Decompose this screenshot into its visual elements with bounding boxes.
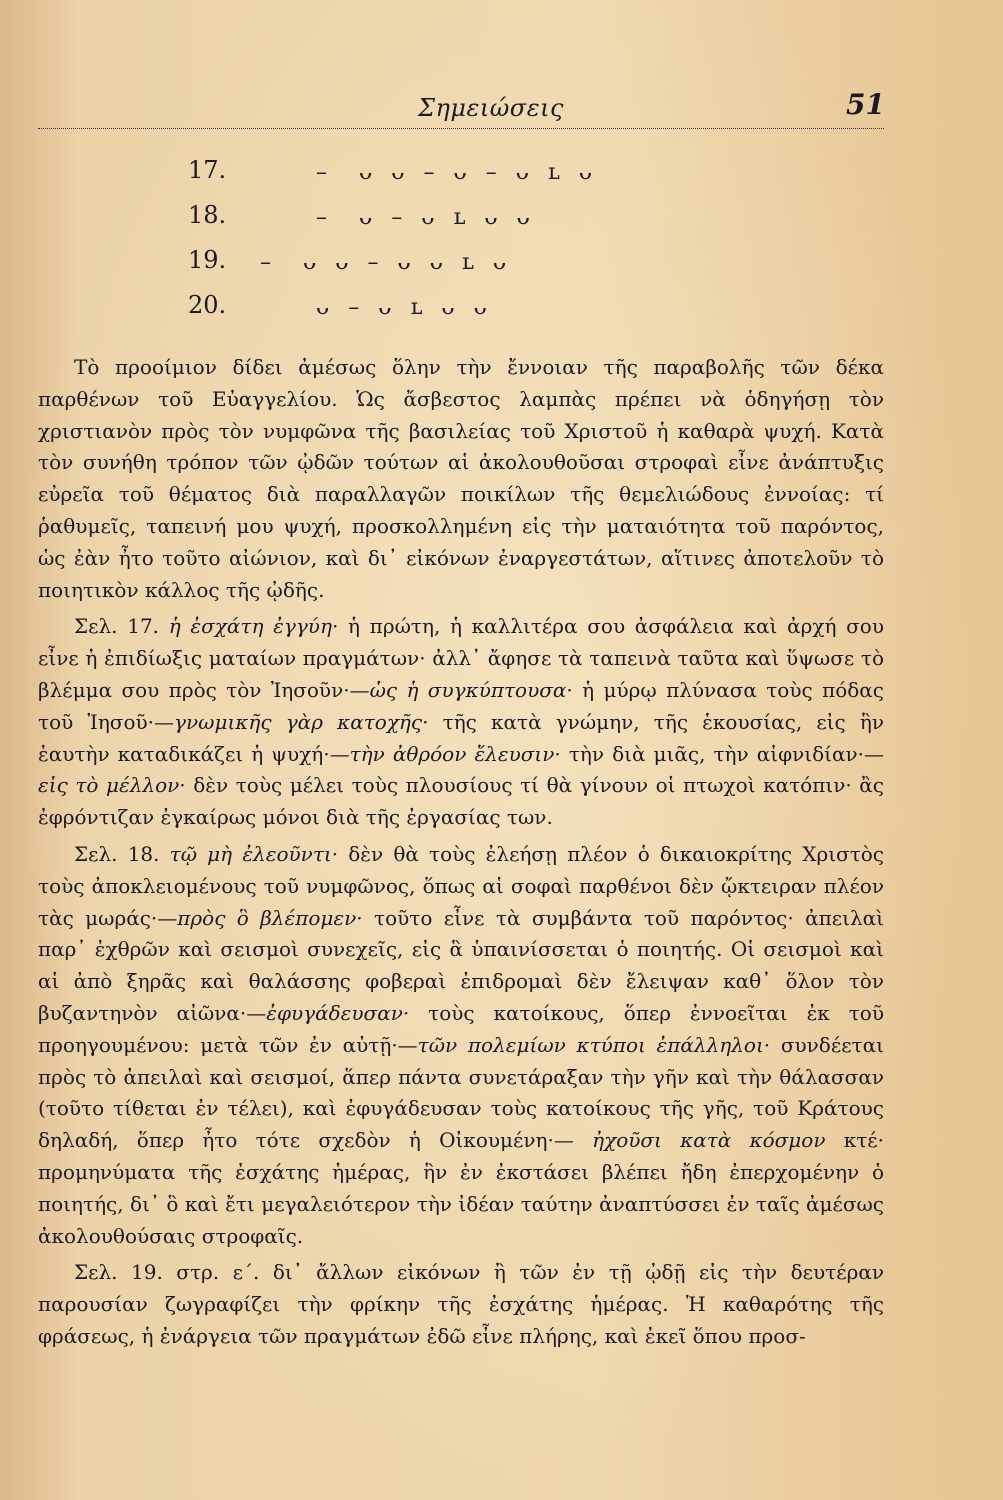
note-text: συνδέεται πρὸς τὸ ἀπειλαὶ καὶ σεισμοί, ἅπερ πάντα συνετάραξαν τὴν γῆν καὶ τὴν θάλασσαν (τοῦτο τίθεται ἐν τέλει), καὶ ἐφυγάδευσαν τοὺς κατοίκους τῆς γῆς, τοῦ Κράτους δηλαδή, ὅπερ ἦτο τότε σχεδὸν ἡ Οἰκουμένη·— [38,1032,884,1153]
lemma: τῶν πολεμίων κτύποι ἐπάλληλοι· [417,1032,771,1057]
lemma: εἰς τὸ μέλλον· [38,773,186,798]
paragraph-intro: Τὸ προοίμιον δίδει ἀμέσως ὅλην τὴν ἔννοιαν τῆς παραβολῆς τῶν δέκα παρθένων τοῦ Εὐαγγελίου. Ὡς ἄσβεστος λαμπὰς πρέπει νὰ ὁδηγήσῃ τὸν χριστιανὸν πρὸς τὸν νυμφῶνα τῆς βασιλείας τοῦ Χριστοῦ ἡ καθαρὰ ψυχή. Κατὰ τὸν συνήθη τρόπον τῶν ᾠδῶν τούτων αἱ ἀκολουθοῦσαι στροφαὶ εἶνε ἀνάπτυξις εὐρεῖα τοῦ θέματος διὰ παραλλαγῶν ποικίλων τῆς θεμελιώδους ἐννοίας: τί ῥαθυμεῖς, ταπεινή μου ψυχή, προσκολλημένη εἰς τὴν ματαιότητα τοῦ παρόντος, ὡς ἐὰν ἦτο τοῦτο αἰώνιον, καὶ δι᾽ εἰκόνων ἐναργεστάτων, αἵτινες ἀποτελοῦν τὸ ποιητικὸν κάλλος τῆς ᾠδῆς. [38,355,884,602]
meter-line-number: 19. [188,246,227,274]
lemma: τῷ μὴ ἐλεοῦντι· [169,841,339,866]
meter-pattern: – ᴗ – ᴗ ʟ ᴗ ᴗ [316,205,536,230]
lemma: ἠχοῦσι κατὰ κόσμον [592,1128,826,1153]
note-text: τοῦτο εἶνε τὰ συμβάντα τοῦ παρόντος· ἀπειλαὶ παρ᾽ ἐχθρῶν καὶ σεισμοὶ συνεχεῖς, εἰς ἃ ὑπαινίσσεται ὁ ποιητής. Οἱ σεισμοὶ καὶ αἱ ἀπὸ ξηρᾶς καὶ θαλάσσης φοβεραὶ ἐπιδρομαὶ δὲν ἔλειψαν καθ᾽ ὅλον τὸν βυζαντηνὸν αἰῶνα·— [38,905,884,1025]
lemma: ἡ ἐσχάτη ἐγγύη· [168,614,339,639]
meter-pattern: ᴗ – ᴗ ʟ ᴗ ᴗ [316,295,493,320]
page-number: 51 [846,88,885,121]
lemma: ὡς ἡ συγκύπτουσα· [369,677,573,702]
meter-pattern: – ᴗ ᴗ – ᴗ ᴗ ʟ ᴗ [260,250,513,275]
note-text: τοὺς κατοίκους, ὅπερ ἐννοεῖται ἐκ τοῦ προηγουμένου: μετὰ τῶν ἐν αὐτῇ·— [38,1000,885,1057]
note-text: δὲν θὰ τοὺς ἐλεήσῃ πλέον ὁ δικαιοκρίτης Χριστὸς τοὺς ἀποκλειομένους τοῦ νυμφῶνος, ὅπως αἱ σοφαὶ παρθένοι δὲν ᾤκτειραν πλέον τὰς μωράς·— [38,841,884,930]
note-text: κτέ· προμηνύματα τῆς ἐσχάτης ἡμέρας, ἣν ἐν ἐκστάσει βλέπει ἤδη ἐπερχομένην ὁ ποιητής, δι᾽ ὃ καὶ ἔτι μεγαλειότερον τὴν ἰδέαν ταύτην ἀναπτύσσει ἐν ταῖς ἀμέσως ἀκολουθούσαις στροφαῖς. [38,1128,884,1248]
header-rule [38,128,884,129]
running-title: Σημειώσεις [418,94,564,122]
lemma: πρὸς ὃ βλέπομεν· [177,905,363,930]
commentary-body [38,352,884,1353]
note-text: ἡ μύρῳ πλύνασα τοὺς πόδας τοῦ Ἰησοῦ·— [38,677,885,734]
meter-line-number: 18. [188,201,227,229]
meter-line-number: 17. [188,156,227,184]
note-text: Σελ. 18. [74,841,170,866]
note-text: δὲν τοὺς μέλει τοὺς πλουσίους τί θὰ γίνουν οἱ πτωχοὶ κατόπιν· ἂς ἐφρόντιζαν ἐγκαίρως μόνοι διὰ τῆς ἐργασίας των. [38,773,885,830]
note-text: τὴν διὰ μιᾶς, τὴν αἰφνιδίαν·— [560,741,885,766]
meter-line-number: 20. [188,291,227,319]
paragraph-note-19: Σελ. 19. στρ. ε΄. δι᾽ ἄλλων εἰκόνων ἢ τῶν ἐν τῇ ᾠδῇ εἰς τὴν δευτέραν παρουσίαν ζωγραφίζει τὴν φρίκην τῆς ἐσχάτης ἡμέρας. Ἡ καθαρότης τῆς φράσεως, ἡ ἐνάργεια τῶν πραγμάτων ἐδῶ εἶνε πλήρης, καὶ ἐκεῖ ὅπου προσ- [38,1260,884,1348]
note-text: Σελ. 17. [74,614,169,639]
page-header [0,88,1003,128]
meter-pattern: – ᴗ ᴗ – ᴗ – ᴗ ʟ ᴗ [316,160,599,185]
paragraph-note-18 [38,839,884,1252]
lemma: ἐφυγάδευσαν· [266,1000,410,1025]
lemma: τὴν ἀθρόον ἔλευσιν· [349,741,561,766]
note-text: τῆς κατὰ γνώμην, τῆς ἑκουσίας, εἰς ἣν ἑαυτὴν καταδικάζει ἡ ψυχή·— [38,709,885,766]
note-text: ἡ πρώτη, ἡ καλλιτέρα σου ἀσφάλεια καὶ ἀρχή σου εἶνε ἡ ἐπιδίωξις ματαίων πραγμάτων· ἀλλ᾽ ἄφησε τὰ ταπεινὰ ταῦτα καὶ ὕψωσε τὸ βλέμμα σου πρὸς τὸν Ἰησοῦν·— [38,614,885,702]
lemma: γνωμικῆς γὰρ κατοχῆς· [174,709,429,734]
paragraph-note-17 [38,611,884,834]
